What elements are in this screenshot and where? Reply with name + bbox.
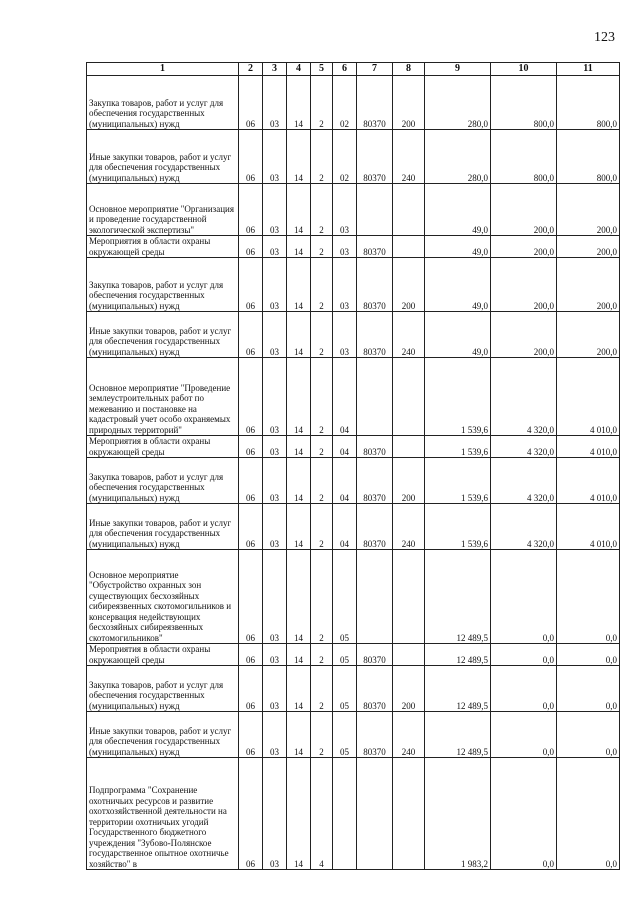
row-description: Закупка товаров, работ и услуг для обеспечения государственных (муниципальных) нужд	[87, 666, 239, 712]
program-code: 14	[287, 184, 311, 236]
subsection-code: 03	[263, 550, 287, 644]
event-code	[333, 758, 357, 870]
target-code: 80370	[357, 312, 393, 358]
amount-year-1: 49,0	[425, 312, 491, 358]
column-header: 10	[491, 63, 557, 76]
section-code: 06	[239, 312, 263, 358]
event-code: 02	[333, 76, 357, 130]
amount-year-3: 200,0	[557, 184, 620, 236]
amount-year-1: 49,0	[425, 236, 491, 258]
column-header: 5	[311, 63, 333, 76]
table-row	[87, 236, 620, 258]
program-code: 14	[287, 550, 311, 644]
table-header-row	[87, 63, 620, 76]
table-row	[87, 76, 620, 130]
amount-year-3: 0,0	[557, 666, 620, 712]
amount-year-1: 12 489,5	[425, 550, 491, 644]
row-description: Закупка товаров, работ и услуг для обеспечения государственных (муниципальных) нужд	[87, 258, 239, 312]
section-code: 06	[239, 76, 263, 130]
subsection-code: 03	[263, 258, 287, 312]
target-code	[357, 184, 393, 236]
subsection-code: 03	[263, 76, 287, 130]
subsection-code: 03	[263, 312, 287, 358]
table-row	[87, 550, 620, 644]
amount-year-1: 1 983,2	[425, 758, 491, 870]
section-code: 06	[239, 236, 263, 258]
row-description: Закупка товаров, работ и услуг для обеспечения государственных (муниципальных) нужд	[87, 458, 239, 504]
subprogram-code: 2	[311, 130, 333, 184]
event-code: 05	[333, 644, 357, 666]
target-code: 80370	[357, 76, 393, 130]
subprogram-code: 2	[311, 712, 333, 758]
amount-year-3: 200,0	[557, 312, 620, 358]
target-code: 80370	[357, 130, 393, 184]
target-code: 80370	[357, 236, 393, 258]
expense-type-code	[393, 644, 425, 666]
expense-type-code: 240	[393, 130, 425, 184]
target-code: 80370	[357, 458, 393, 504]
column-header: 9	[425, 63, 491, 76]
target-code	[357, 550, 393, 644]
event-code: 04	[333, 458, 357, 504]
subsection-code: 03	[263, 644, 287, 666]
program-code: 14	[287, 130, 311, 184]
subprogram-code: 2	[311, 258, 333, 312]
table-row	[87, 258, 620, 312]
expense-type-code: 200	[393, 666, 425, 712]
subprogram-code: 2	[311, 644, 333, 666]
column-header: 3	[263, 63, 287, 76]
row-description: Мероприятия в области охраны окружающей среды	[87, 436, 239, 458]
program-code: 14	[287, 312, 311, 358]
expense-type-code: 200	[393, 258, 425, 312]
amount-year-1: 1 539,6	[425, 504, 491, 550]
amount-year-2: 200,0	[491, 184, 557, 236]
target-code: 80370	[357, 644, 393, 666]
row-description: Основное мероприятие "Проведение землеустроительных работ по межеванию и постановке на кадастровый учет особо охраняемых природных территорий"	[87, 358, 239, 436]
amount-year-1: 12 489,5	[425, 666, 491, 712]
amount-year-2: 200,0	[491, 258, 557, 312]
subprogram-code: 4	[311, 758, 333, 870]
amount-year-2: 0,0	[491, 550, 557, 644]
event-code: 05	[333, 712, 357, 758]
program-code: 14	[287, 236, 311, 258]
event-code: 03	[333, 236, 357, 258]
row-description: Основное мероприятие "Обустройство охранных зон существующих бесхозяйных сибиреязвенных скотомогильников и консервация недействующих бесхозяйных сибиреязвенных скотомогильников"	[87, 550, 239, 644]
subsection-code: 03	[263, 358, 287, 436]
row-description: Подпрограмма "Сохранение охотничьих ресурсов и развитие охотхозяйственной деятельности на территории охотничьих угодий Государственного бюджетного учреждения "Зубово-Полянское государственное опытное охотничье хозяйство" в	[87, 758, 239, 870]
expense-type-code	[393, 758, 425, 870]
expense-type-code: 200	[393, 76, 425, 130]
expense-type-code	[393, 436, 425, 458]
table-row	[87, 712, 620, 758]
column-header: 11	[557, 63, 620, 76]
amount-year-3: 800,0	[557, 76, 620, 130]
amount-year-1: 1 539,6	[425, 358, 491, 436]
amount-year-1: 12 489,5	[425, 644, 491, 666]
section-code: 06	[239, 258, 263, 312]
row-description: Иные закупки товаров, работ и услуг для обеспечения государственных (муниципальных) нужд	[87, 504, 239, 550]
event-code: 04	[333, 358, 357, 436]
row-description: Закупка товаров, работ и услуг для обеспечения государственных (муниципальных) нужд	[87, 76, 239, 130]
table-row	[87, 436, 620, 458]
section-code: 06	[239, 666, 263, 712]
amount-year-3: 800,0	[557, 130, 620, 184]
target-code	[357, 758, 393, 870]
program-code: 14	[287, 76, 311, 130]
amount-year-3: 0,0	[557, 758, 620, 870]
amount-year-1: 1 539,6	[425, 458, 491, 504]
amount-year-2: 800,0	[491, 130, 557, 184]
expense-type-code	[393, 184, 425, 236]
program-code: 14	[287, 666, 311, 712]
subprogram-code: 2	[311, 76, 333, 130]
amount-year-3: 4 010,0	[557, 458, 620, 504]
section-code: 06	[239, 712, 263, 758]
target-code: 80370	[357, 436, 393, 458]
subsection-code: 03	[263, 130, 287, 184]
table-row	[87, 358, 620, 436]
amount-year-3: 200,0	[557, 236, 620, 258]
column-header: 7	[357, 63, 393, 76]
program-code: 14	[287, 712, 311, 758]
amount-year-2: 200,0	[491, 312, 557, 358]
expense-type-code	[393, 358, 425, 436]
page-number: 123	[594, 30, 615, 45]
subsection-code: 03	[263, 458, 287, 504]
expense-type-code	[393, 236, 425, 258]
amount-year-2: 0,0	[491, 758, 557, 870]
table-row	[87, 666, 620, 712]
section-code: 06	[239, 504, 263, 550]
event-code: 05	[333, 550, 357, 644]
program-code: 14	[287, 458, 311, 504]
subsection-code: 03	[263, 184, 287, 236]
amount-year-2: 800,0	[491, 76, 557, 130]
subsection-code: 03	[263, 436, 287, 458]
table-row	[87, 184, 620, 236]
column-header: 4	[287, 63, 311, 76]
target-code: 80370	[357, 504, 393, 550]
column-header: 2	[239, 63, 263, 76]
table-row	[87, 644, 620, 666]
subprogram-code: 2	[311, 184, 333, 236]
subprogram-code: 2	[311, 312, 333, 358]
amount-year-2: 0,0	[491, 712, 557, 758]
amount-year-1: 49,0	[425, 258, 491, 312]
table-row	[87, 504, 620, 550]
program-code: 14	[287, 504, 311, 550]
subsection-code: 03	[263, 504, 287, 550]
amount-year-2: 4 320,0	[491, 458, 557, 504]
row-description: Иные закупки товаров, работ и услуг для обеспечения государственных (муниципальных) нужд	[87, 130, 239, 184]
expense-type-code	[393, 550, 425, 644]
amount-year-3: 4 010,0	[557, 358, 620, 436]
expense-type-code: 240	[393, 712, 425, 758]
column-header: 1	[87, 63, 239, 76]
section-code: 06	[239, 550, 263, 644]
amount-year-2: 0,0	[491, 666, 557, 712]
subsection-code: 03	[263, 666, 287, 712]
event-code: 03	[333, 312, 357, 358]
row-description: Мероприятия в области охраны окружающей среды	[87, 644, 239, 666]
subprogram-code: 2	[311, 550, 333, 644]
table-row	[87, 758, 620, 870]
budget-table	[86, 62, 620, 870]
column-header: 6	[333, 63, 357, 76]
expense-type-code: 200	[393, 458, 425, 504]
program-code: 14	[287, 258, 311, 312]
section-code: 06	[239, 436, 263, 458]
row-description: Иные закупки товаров, работ и услуг для обеспечения государственных (муниципальных) нужд	[87, 712, 239, 758]
amount-year-2: 4 320,0	[491, 358, 557, 436]
event-code: 03	[333, 258, 357, 312]
row-description: Иные закупки товаров, работ и услуг для обеспечения государственных (муниципальных) нужд	[87, 312, 239, 358]
program-code: 14	[287, 644, 311, 666]
amount-year-2: 4 320,0	[491, 504, 557, 550]
target-code: 80370	[357, 666, 393, 712]
event-code: 05	[333, 666, 357, 712]
table-row	[87, 312, 620, 358]
subprogram-code: 2	[311, 236, 333, 258]
column-header: 8	[393, 63, 425, 76]
amount-year-3: 0,0	[557, 550, 620, 644]
amount-year-3: 4 010,0	[557, 436, 620, 458]
amount-year-2: 200,0	[491, 236, 557, 258]
expense-type-code: 240	[393, 312, 425, 358]
amount-year-3: 0,0	[557, 712, 620, 758]
event-code: 03	[333, 184, 357, 236]
subsection-code: 03	[263, 712, 287, 758]
event-code: 04	[333, 504, 357, 550]
subprogram-code: 2	[311, 436, 333, 458]
target-code	[357, 358, 393, 436]
target-code: 80370	[357, 712, 393, 758]
subprogram-code: 2	[311, 666, 333, 712]
amount-year-3: 0,0	[557, 644, 620, 666]
table-body	[87, 76, 620, 870]
amount-year-1: 12 489,5	[425, 712, 491, 758]
event-code: 04	[333, 436, 357, 458]
table-row	[87, 458, 620, 504]
subprogram-code: 2	[311, 458, 333, 504]
subsection-code: 03	[263, 236, 287, 258]
program-code: 14	[287, 358, 311, 436]
program-code: 14	[287, 758, 311, 870]
subprogram-code: 2	[311, 358, 333, 436]
subsection-code: 03	[263, 758, 287, 870]
amount-year-2: 4 320,0	[491, 436, 557, 458]
amount-year-1: 280,0	[425, 130, 491, 184]
target-code: 80370	[357, 258, 393, 312]
section-code: 06	[239, 184, 263, 236]
amount-year-3: 4 010,0	[557, 504, 620, 550]
amount-year-3: 200,0	[557, 258, 620, 312]
section-code: 06	[239, 644, 263, 666]
program-code: 14	[287, 436, 311, 458]
table-row	[87, 130, 620, 184]
row-description: Мероприятия в области охраны окружающей среды	[87, 236, 239, 258]
amount-year-2: 0,0	[491, 644, 557, 666]
event-code: 02	[333, 130, 357, 184]
amount-year-1: 1 539,6	[425, 436, 491, 458]
expense-type-code: 240	[393, 504, 425, 550]
amount-year-1: 49,0	[425, 184, 491, 236]
section-code: 06	[239, 130, 263, 184]
section-code: 06	[239, 458, 263, 504]
amount-year-1: 280,0	[425, 76, 491, 130]
row-description: Основное мероприятие "Организация и проведение государственной экологической экспертизы"	[87, 184, 239, 236]
section-code: 06	[239, 758, 263, 870]
section-code: 06	[239, 358, 263, 436]
subprogram-code: 2	[311, 504, 333, 550]
